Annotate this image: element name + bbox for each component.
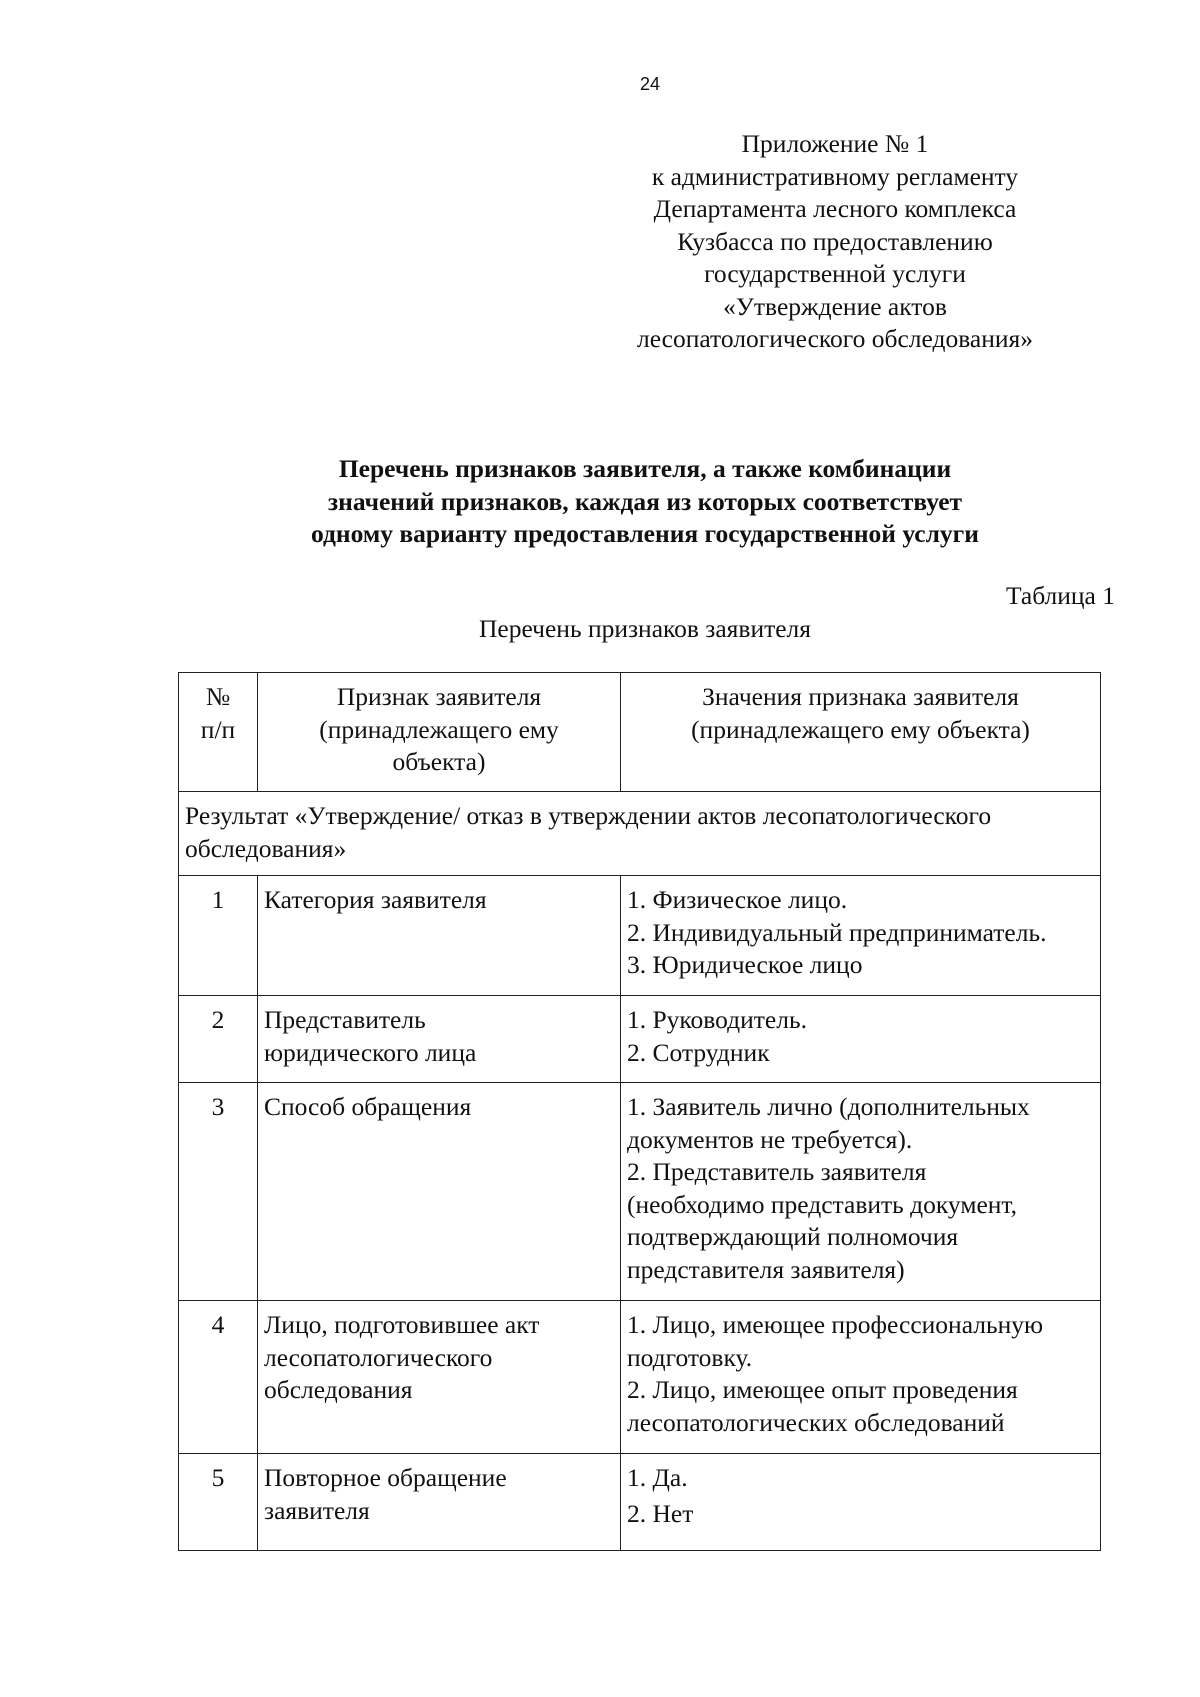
row-values-cell bbox=[621, 1454, 1101, 1551]
row-num-cell: 4 bbox=[179, 1301, 258, 1454]
header-values-cell bbox=[621, 673, 1101, 792]
row-value-line: 1. Заявитель лично (дополнительных bbox=[627, 1092, 1030, 1121]
appendix-line: Приложение № 1 bbox=[741, 129, 929, 158]
title-line: одному варианту предоставления государственной услуги bbox=[311, 519, 979, 548]
section-cell bbox=[179, 792, 1101, 876]
header-values-line: (принадлежащего ему объекта) bbox=[691, 714, 1030, 744]
header-attribute-line: (принадлежащего ему bbox=[319, 714, 559, 744]
row-attribute-cell bbox=[258, 1454, 621, 1551]
title-line: значений признаков, каждая из которых соответствует bbox=[327, 486, 963, 516]
row-num-cell: 5 bbox=[179, 1454, 258, 1551]
table-row bbox=[179, 1454, 1101, 1551]
row-value-line: 1. Лицо, имеющее профессиональную bbox=[627, 1310, 1044, 1339]
header-attribute-cell bbox=[258, 673, 621, 792]
appendix-line: «Утверждение актов bbox=[723, 291, 947, 321]
row-value-line: 2. Индивидуальный предприниматель. bbox=[627, 917, 1047, 947]
row-attribute-cell bbox=[258, 996, 621, 1083]
row-attribute-line: Представитель bbox=[264, 1005, 426, 1034]
row-num-cell: 3 bbox=[179, 1083, 258, 1301]
row-num-cell: 1 bbox=[179, 876, 258, 996]
row-value-line: 1. Руководитель. bbox=[627, 1005, 807, 1034]
row-value-line: лесопатологических обследований bbox=[627, 1407, 1005, 1437]
row-attribute-line: лесопатологического bbox=[264, 1342, 493, 1372]
section-line: обследования» bbox=[185, 833, 347, 863]
row-value-line: документов не требуется). bbox=[627, 1124, 913, 1154]
table-row bbox=[179, 876, 1101, 996]
row-attribute-line: заявителя bbox=[264, 1495, 370, 1525]
row-value-line: 2. Представитель заявителя bbox=[627, 1157, 927, 1186]
row-values-cell bbox=[621, 1301, 1101, 1454]
row-value-line: 1. Физическое лицо. bbox=[627, 885, 848, 914]
applicant-attributes-table bbox=[178, 672, 1101, 1551]
table-row bbox=[179, 996, 1101, 1083]
table-header-row bbox=[179, 673, 1101, 792]
appendix-line: государственной услуги bbox=[704, 259, 966, 288]
document-title bbox=[200, 453, 1090, 551]
row-value-line: представителя заявителя) bbox=[627, 1254, 905, 1284]
header-attribute-line: объекта) bbox=[392, 747, 486, 776]
table-row bbox=[179, 1083, 1101, 1301]
row-value-line: 2. Лицо, имеющее опыт проведения bbox=[627, 1375, 1018, 1404]
title-line: Перечень признаков заявителя, а также комбинации bbox=[338, 454, 952, 483]
table-section-row bbox=[179, 792, 1101, 876]
header-values-line: Значения признака заявителя bbox=[702, 682, 1019, 711]
row-attribute-cell bbox=[258, 876, 621, 996]
appendix-line: Кузбасса по предоставлению bbox=[677, 226, 993, 256]
row-values-cell bbox=[621, 996, 1101, 1083]
row-value-line: 2. Нет bbox=[627, 1498, 694, 1528]
row-values-cell bbox=[621, 1083, 1101, 1301]
appendix-block bbox=[600, 128, 1070, 356]
row-attribute-line: Категория заявителя bbox=[264, 885, 487, 914]
row-attribute-line: обследования bbox=[264, 1375, 413, 1404]
row-value-line: (необходимо представить документ, bbox=[627, 1189, 1018, 1219]
row-attribute-cell bbox=[258, 1301, 621, 1454]
row-attribute-cell bbox=[258, 1083, 621, 1301]
row-value-line: подтверждающий полномочия bbox=[627, 1222, 959, 1251]
table-caption: Перечень признаков заявителя bbox=[478, 614, 812, 643]
header-attribute-line: Признак заявителя bbox=[336, 682, 542, 711]
appendix-line: Департамента лесного комплекса bbox=[653, 194, 1017, 223]
row-attribute-line: Лицо, подготовившее акт bbox=[264, 1310, 540, 1339]
row-attribute-line: Повторное обращение bbox=[264, 1463, 507, 1492]
row-values-cell bbox=[621, 876, 1101, 996]
appendix-line: лесопатологического обследования» bbox=[636, 324, 1033, 353]
page-number: 24 bbox=[639, 74, 661, 94]
table-row bbox=[179, 1301, 1101, 1454]
row-value-line: подготовку. bbox=[627, 1342, 753, 1372]
row-num-cell: 2 bbox=[179, 996, 258, 1083]
section-line: Результат «Утверждение/ отказ в утверждении актов лесопатологического bbox=[185, 801, 992, 830]
row-value-line: 3. Юридическое лицо bbox=[627, 950, 863, 979]
appendix-line: к административному регламенту bbox=[651, 161, 1019, 191]
header-num-cell bbox=[179, 673, 258, 792]
table-number: Таблица 1 bbox=[1005, 581, 1115, 610]
row-attribute-line: юридического лица bbox=[264, 1037, 477, 1067]
row-value-line: 2. Сотрудник bbox=[627, 1037, 770, 1067]
row-value-line: 1. Да. bbox=[627, 1463, 688, 1492]
header-num-line: № bbox=[205, 682, 231, 711]
row-attribute-line: Способ обращения bbox=[264, 1092, 472, 1121]
header-num-line: п/п bbox=[200, 714, 236, 744]
